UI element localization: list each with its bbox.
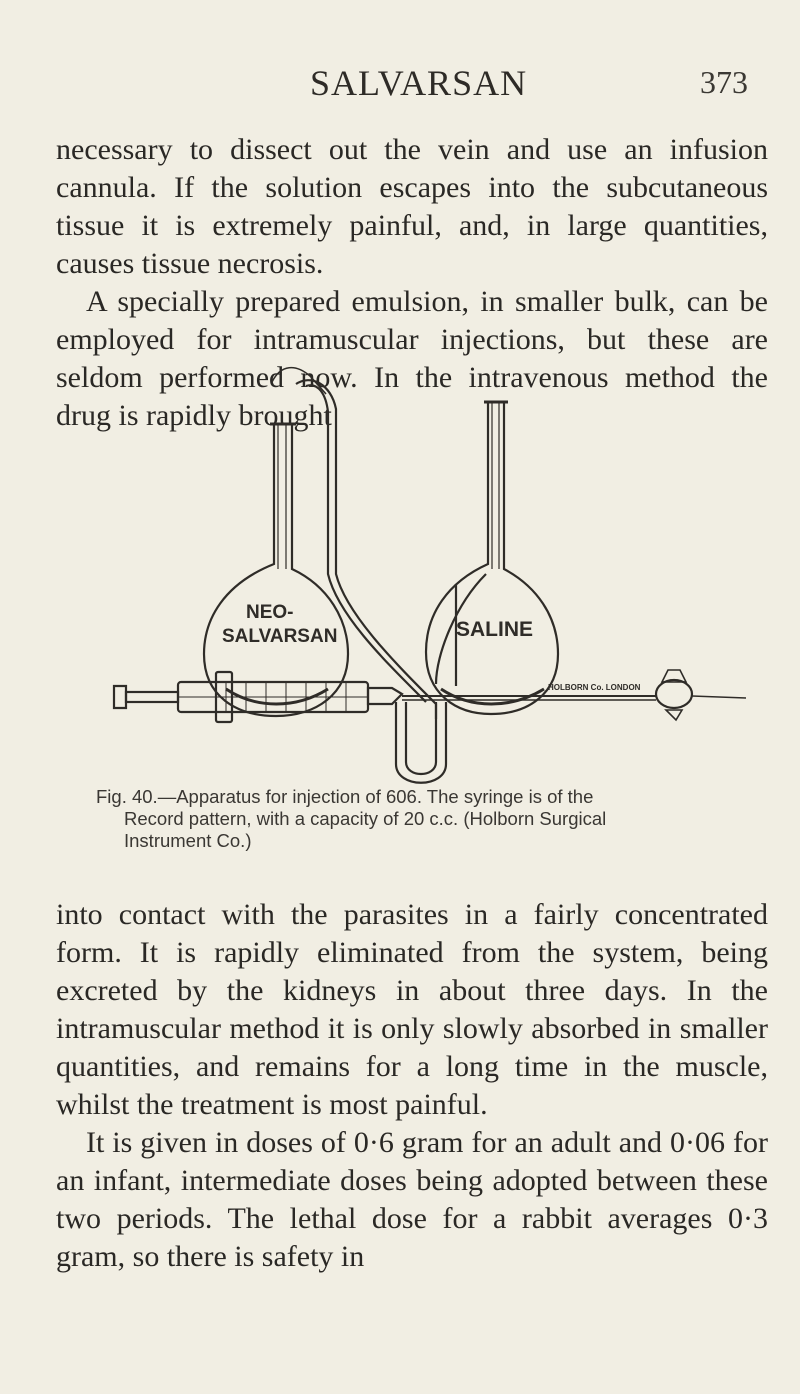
- caption-line: Fig. 40.—Apparatus for injection of 606. The syringe is of the: [96, 786, 594, 807]
- paragraph: into contact with the parasites in a fairly concentrated form. It is rapidly eliminated from the system, being excreted by the kidneys in about three days. In the intramuscular method it is only slowly absorbed in smaller quantities, and remains for a long time in the muscle, whilst the treatment is most painful.: [56, 898, 768, 1121]
- flask-left-label-line1: NEO-: [246, 602, 294, 623]
- page-header: [0, 62, 800, 108]
- rubber-tube-left: [296, 380, 436, 719]
- flask-right-label: SALINE: [456, 618, 534, 641]
- maker-mark: HOLBORN Co. LONDON: [548, 683, 641, 692]
- body-text-bottom: [56, 896, 768, 1276]
- paragraph: A specially prepared emulsion, in smaller bulk, can be employed for intramuscular injections, but these are seldom performed now. In the intravenous method the drug is rapidly brought: [56, 285, 768, 432]
- figure-injection-apparatus: [96, 364, 746, 786]
- paragraph: necessary to dissect out the vein and use an infusion cannula. If the solution escapes into the subcutaneous tissue it is extremely painful, and, in large quantities, causes tissue necrosis.: [56, 133, 768, 280]
- figure-caption: [96, 786, 756, 852]
- syringe-plunger: [126, 692, 178, 702]
- caption-line: Record pattern, with a capacity of 20 c.c. (Holborn Surgical: [124, 808, 607, 829]
- page-number: 373: [700, 64, 748, 100]
- running-title: SALVARSAN: [310, 63, 528, 103]
- caption-line: Instrument Co.): [124, 830, 252, 851]
- stopcock: [656, 680, 692, 708]
- u-loop-tube: [396, 702, 446, 783]
- flask-left-label-line2: SALVARSAN: [222, 626, 338, 647]
- paragraph: It is given in doses of 0·6 gram for an adult and 0·06 for an infant, intermediate doses being adopted between these two periods. The lethal dose for a rabbit averages 0·3 gram, so there is safety in: [56, 1126, 768, 1273]
- apparatus-illustration: [96, 364, 746, 786]
